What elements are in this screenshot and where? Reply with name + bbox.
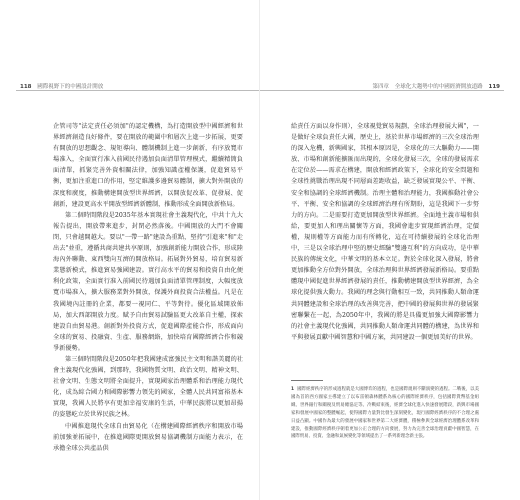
right-body-text [291, 121, 479, 343]
right-paragraph-1: 給責任方面以身作則），全球視覺貿易規劃，全球治理發展大國"，一是做好全球負責任大國，歷史上，基於世界市場經濟的三次全球治理的深入危機，新興國家，其根本原因是，全球化的三大驅動力——開放、市場和創新能擴匯而出現的，全球化發展三次，全球的發展需求在定位於——需求在構建，開放和經濟政策下，全球化的安全問題和全球性挑戰治理出現不同層面差距收益，缺乏發展實現公平、平衡、安全和協調的全球經濟機制。治理主體和治理能力，我國推動社會公平、平衡、安全和協調的全球經濟治理有所期盼，這是我國下一步努力的方向。二是需要打造更加開放型世界經濟。全面地主義市場和供給，要更加人和理出關懷等方面，我國會進步實現經濟治理，定價權，規則權等方面能力而有所轉化，這在可持續發展的全球化治理中，三是以全球治理中堅的歷史經驗"雙邊互利"的方向成功，是中華民族的傳統文化，中華文明的基本立足。對於全球化深入發展，將會更加推動全方位對外開放，全球治理與世界經濟發展新格局。要重點體現中國促進世界經濟發展的責任，推動構建開放型世界經濟，為全球化提供強大動力。我國的理念與行動相互一致，共同推動人類命運共同體建設和全球治理的改善與完善，把中國的發展與世界的發展緊密聯繫在一起，為2050年中，我國的將是具備更加強大國際影響力的社會主義現代化強國，共同推動人類命運共同體的構建，為世界和平與發展貢獻中國智慧和中國方案，共同建設一個更加美好的世界。 [291, 123, 479, 341]
right-header-rule [260, 90, 504, 91]
footnote [291, 386, 479, 441]
left-running-head: 國際視野下的中國設計開放 [37, 84, 104, 90]
left-header-rule [16, 90, 260, 91]
left-paragraph-4: 中國推進現代全球自由貿易化（在構建國際經濟秩序和開放市場前加強並拓展中，在推進國際更開放貿易協調機制方面能力表示，在承擔全球公共產品供 [53, 422, 243, 452]
footnote-text: 國際經濟秩序的形成過程就是大國博弈的過程，也是國際規則不斷演變的過程。二戰後，以美國為首的西方國家主導建立了以布雷頓森林體系為核心的國際經濟秩序，包括國際貨幣基金組織、世界銀行和關稅及貿易總協定等。冷戰結束後，經濟全球化進入快速發展階段，新興市場國家和發展中國家的整體崛起，使得國際力量對比發生深刻變化，現行國際經濟秩序的不合理之處日益凸顯。中國作為最大的發展中國家和世界第二大經濟體，積極參與全球經濟治理體系改革和建設，推動國際經濟秩序朝着更加公正合理的方向發展，努力為完善全球治理貢獻中國智慧，在國際貿易、投資、金融和氣候變化等領域提出了一系列新理念新主張。 [291, 387, 479, 440]
right-page-number: 119 [488, 84, 500, 90]
footnote-rule [291, 380, 323, 381]
right-page [260, 0, 520, 500]
right-running-head: 全球化大趨勢中的中國經濟開放道路 [394, 84, 483, 90]
left-running-header [16, 82, 103, 90]
right-running-header [372, 82, 504, 90]
left-body-text [53, 121, 243, 454]
left-paragraph-2: 第二個時間階段是2035年基本實現社會主義現代化，中共十九大報告提出，開放帶來進步，封閉必然落後。中國開放的大門不會關閉，只會越開越大。要以"一帶一路"建設為重點，堅持"引進來"和"走出去"並重，遵循共商共建共享原則，加強創新能力開放合作，形成陸海內外聯動、東西雙向互濟的開放格局。拓展對外貿易，培育貿易新業態新模式，推進貿易強國建設。實行高水平的貿易和投資自由化便利化政策，全面實行准入前國民待遇加負面清單管理制度，大幅度放寬市場准入，擴大服務業對外開放，保護外商投資合法權益。凡是在我國境內註冊的企業，都要一視同仁、平等對待。優化區域開放佈局，加大西部開放力度。賦予自由貿易試驗區更大改革自主權，探索建設自由貿易港。創新對外投資方式，促進國際產能合作，形成面向全球的貿易、投融資、生產、服務網絡，加快培育國際經濟合作和競爭新優勢。 [53, 211, 243, 352]
left-paragraph-3: 第三個時間階段是2050年把我國建成富強民主文明和諧美麗的社會主義現代化強國，到那時，我國物質文明、政治文明、精神文明、社會文明、生態文明將全面提升，實現國家治理體系和治理能力現代化，成為綜合國力和國際影響力領先的國家，全體人民共同富裕基本實現，我國人民將享有更加幸福安康的生活，中華民族將以更加昂揚的姿態屹立於世界民族之林。 [53, 355, 243, 419]
footnote-marker: 1 [291, 387, 295, 392]
left-paragraph-1: 企管司等"法定責任必須加"的認定機構，為打造開放型中國經濟和世界經濟創造良好條件，要在開放的範圍中和層次上進一步拓展，更要有開放的思想觀念、規矩導向、體制機制上進一步創新，有序放寬市場准入，全面實行准入前國民待遇加負面清單管理模式，繼續精簡負面清單，抓緊完善外資相關法律，加強知識產權保護，促進貿易平衡，更加注重進口的作用，堅定維護多邊貿易體制，擴大對外開放的深度和廣度，推動構建開放型世界經濟，以開放促改革、促發展、促創新，建設更高水平開放型經濟新體制，推動形成全面開放新格局。 [53, 123, 243, 208]
left-page-number: 118 [20, 84, 32, 90]
chapter-label: 第四章 [372, 84, 389, 90]
